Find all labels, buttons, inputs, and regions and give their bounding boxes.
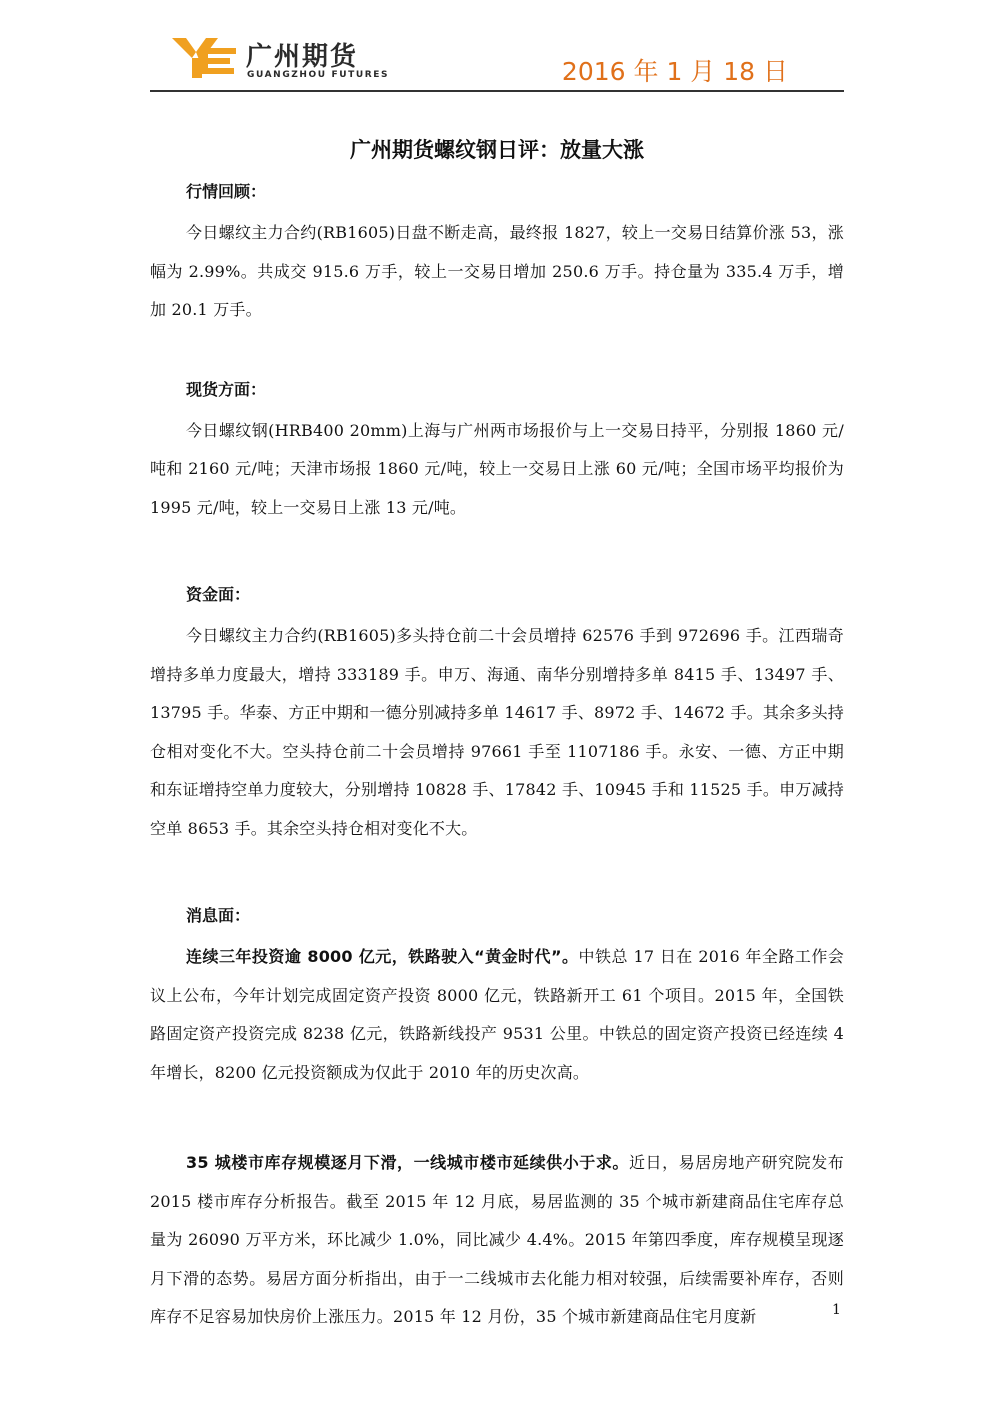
section-heading-spot: 现货方面： [186,379,267,399]
section-heading-funds: 资金面： [186,585,251,604]
paragraph-market: 今日螺纹主力合约(RB1605)日盘不断走高，最终报 1827，较上一交易日结算价涨 53，涨幅为 2.99%。共成交 915.6 万手，较上一交易日增加 250.6 万手。持仓量为 335.4 万手，增加 20.1 万手。 [150,223,844,319]
paragraph-news-railway [150,938,844,1092]
document-body [150,176,844,1337]
paragraph-news-housing [150,1144,844,1337]
document-title: 广州期货螺纹钢日评：放量大涨 [350,138,644,162]
news-headline-railway: 连续三年投资逾 8000 亿元，铁路驶入“黄金时代”。 [186,947,579,966]
page-header [150,30,844,92]
news-headline-housing: 35 城楼市库存规模逐月下滑，一线城市楼市延续供小于求。 [186,1153,629,1172]
report-date: 2016 年 1 月 18 日 [561,57,788,86]
page-number: 1 [832,1302,841,1318]
brand-name-en: GUANGZHOU FUTURES [247,70,390,80]
guangzhou-futures-logo-icon [172,38,236,78]
news-text-railway: 中铁总 17 日在 2016 年全路工作会议上公布，今年计划完成固定资产投资 8000 亿元，铁路新开工 61 个项目。2015 年，全国铁路固定资产投资完成 8238 亿元，铁路新线投产 9531 公里。中铁总的固定资产投资已经连续 4 年增长，8200 亿元投资额成为仅此于 2010 年的历史次高。 [150,947,845,1082]
news-text-housing: 近日，易居房地产研究院发布 2015 楼市库存分析报告。截至 2015 年 12 月底，易居监测的 35 个城市新建商品住宅库存总量为 26090 万平方米，环比减少 1.0%，同比减少 4.4%。2015 年第四季度，库存规模呈现逐月下滑的态势。易居方面分析指出，由于一二线城市去化能力相对较强，后续需要补库存，否则库存不足容易加快房价上涨压力。2015 年 12 月份，35 个城市新建商品住宅月度新 [150,1153,844,1326]
section-heading-news: 消息面： [186,906,251,925]
paragraph-spot: 今日螺纹钢(HRB400 20mm)上海与广州两市场报价与上一交易日持平，分别报 1860 元/吨和 2160 元/吨；天津市场报 1860 元/吨，较上一交易日上涨 60 元/吨；全国市场平均报价为 1995 元/吨，较上一交易日上涨 13 元/吨。 [150,420,844,517]
brand-name-cn: 广州期货 [246,42,359,72]
paragraph-funds: 今日螺纹主力合约(RB1605)多头持仓前二十会员增持 62576 手到 972696 手。江西瑞奇增持多单力度最大，增持 333189 手。申万、海通、南华分别增持多单 8415 手、13497 手、13795 手。华泰、方正中期和一德分别减持多单 14617 手、8972 手、14672 手。其余多头持仓相对变化不大。空头持仓前二十会员增持 97661 手至 1107186 手。永安、一德、方正中期和东证增持空单力度较大，分别增持 10828 手、17842 手、10945 手和 11525 手。申万减持空单 8653 手。其余空头持仓相对变化不大。 [150,626,844,838]
section-heading-market: 行情回顾： [186,182,267,201]
